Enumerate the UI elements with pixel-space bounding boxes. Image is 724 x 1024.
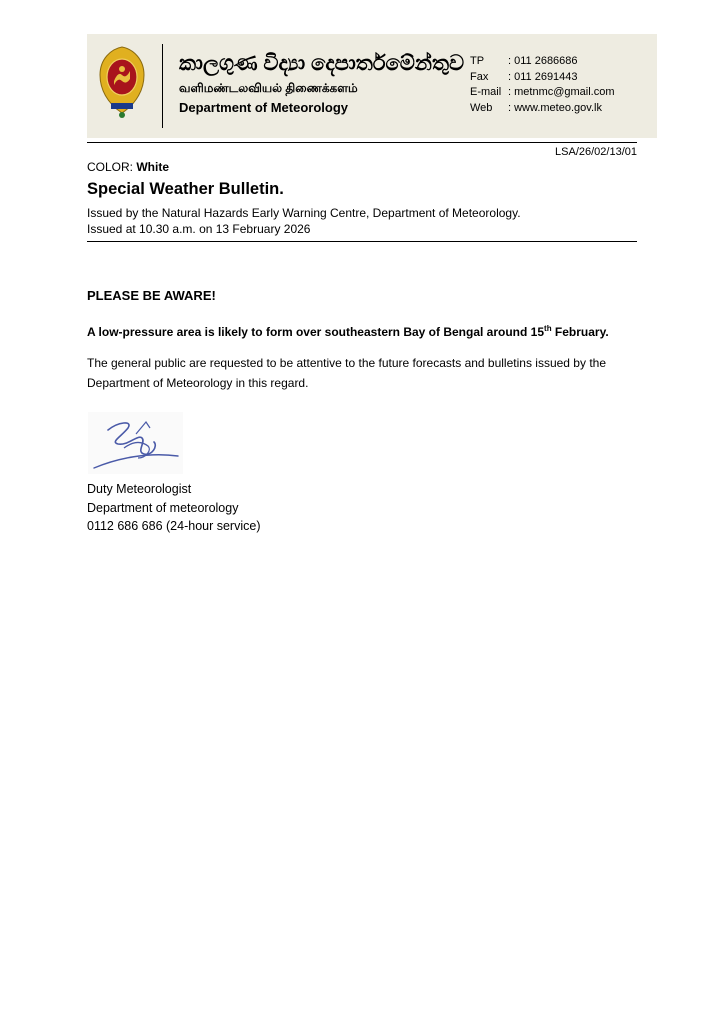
contact-value: : 011 2691443 <box>508 70 578 83</box>
color-label: COLOR: <box>87 160 134 174</box>
contact-email <box>470 85 615 101</box>
sri-lanka-emblem-icon <box>97 45 147 119</box>
signature-block <box>87 480 261 536</box>
color-code <box>87 160 169 174</box>
department-name-tamil: வளிமண்டலவியல் திணைக்களம் <box>179 81 358 95</box>
alert-heading: PLEASE BE AWARE! <box>87 288 216 303</box>
contact-web <box>470 101 615 117</box>
issued-at: Issued at 10.30 a.m. on 13 February 2026 <box>87 222 311 236</box>
ordinal-suffix: th <box>544 324 552 333</box>
reference-number: LSA/26/02/13/01 <box>555 146 637 158</box>
contact-fax <box>470 70 615 86</box>
header-divider <box>162 44 163 128</box>
bottom-rule <box>87 241 637 242</box>
contact-info <box>470 54 615 116</box>
bulletin-title: Special Weather Bulletin. <box>87 180 284 198</box>
signatory-department: Department of meteorology <box>87 500 239 515</box>
contact-phone <box>470 54 615 70</box>
general-notice: The general public are requested to be attentive to the future forecasts and bulletins issued by the Department of Meteorology in this regard. <box>87 356 606 390</box>
contact-value: : www.meteo.gov.lk <box>508 101 602 114</box>
department-name-english: Department of Meteorology <box>179 100 349 115</box>
signature-icon <box>88 412 183 474</box>
department-name-sinhala: කාලගුණ විද්‍යා දෙපාර්තමේන්තුව <box>179 52 465 75</box>
top-rule <box>87 142 637 143</box>
contact-label: TP <box>470 55 485 67</box>
signatory-phone: 0112 686 686 (24-hour service) <box>87 519 261 533</box>
color-value: White <box>136 160 170 174</box>
low-pressure-notice <box>87 325 609 339</box>
low-pressure-end: February. <box>551 325 609 339</box>
signatory-role: Duty Meteorologist <box>87 482 192 496</box>
contact-label: E-mail <box>470 86 502 98</box>
low-pressure-text: A low-pressure area is likely to form over southeastern Bay of Bengal around 15 <box>87 325 545 339</box>
contact-value: : 011 2686686 <box>508 55 578 67</box>
contact-value: : metnmc@gmail.com <box>508 86 615 98</box>
letterhead <box>87 34 657 138</box>
contact-label: Web <box>470 101 493 114</box>
contact-label: Fax <box>470 70 489 83</box>
issued-by: Issued by the Natural Hazards Early Warning Centre, Department of Meteorology. <box>87 206 521 220</box>
